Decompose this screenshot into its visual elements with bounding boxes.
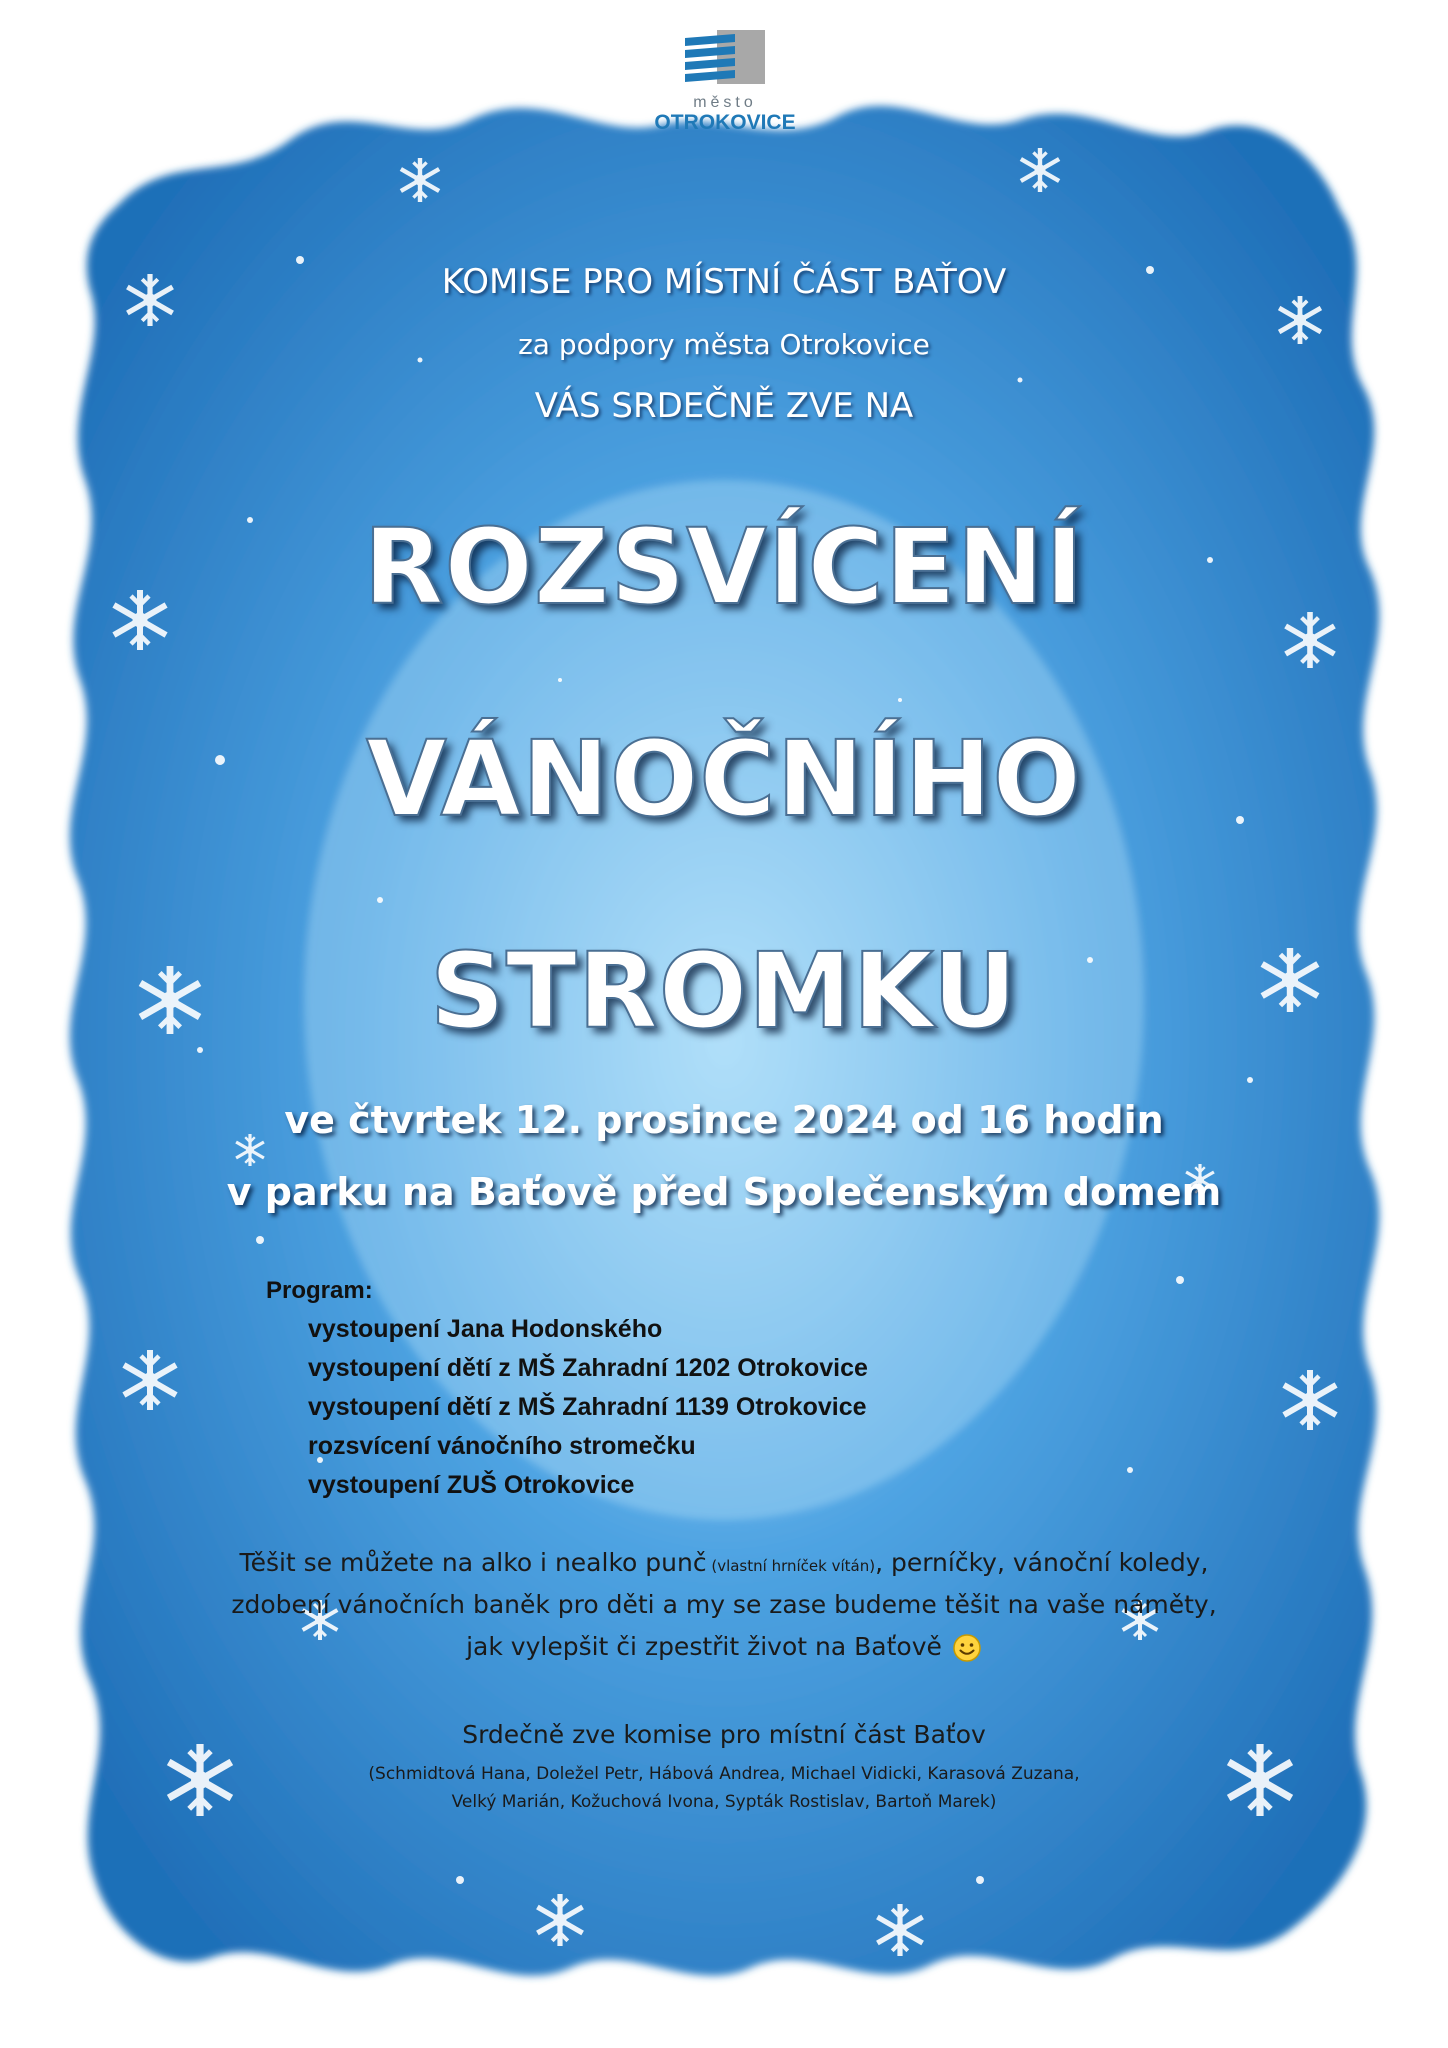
organizer-line: KOMISE PRO MÍSTNÍ ČÁST BAŤOV	[441, 262, 1007, 302]
event-date: ve čtvrtek 12. prosince 2024 od 16 hodin	[284, 1098, 1164, 1142]
event-place: v parku na Baťově před Společenským domem	[226, 1170, 1222, 1214]
info-text: Těšit se můžete na alko i nealko punč	[239, 1548, 707, 1577]
members-line-1: (Schmidtová Hana, Doležel Petr, Hábová Andrea, Michael Vidicki, Karasová Zuzana,	[368, 1764, 1080, 1784]
mug-note: (vlastní hrníček vítán)	[706, 1557, 876, 1575]
info-line-3	[0, 1632, 1448, 1663]
program-item: rozsvícení vánočního stromečku	[308, 1432, 696, 1460]
title-line-1: ROZSVÍCENÍ	[363, 506, 1085, 628]
support-line: za podpory města Otrokovice	[518, 328, 930, 361]
members-line-2: Velký Marián, Kožuchová Ivona, Sypták Rostislav, Bartoň Marek)	[451, 1792, 997, 1812]
program-item: vystoupení dětí z MŠ Zahradní 1202 Otrokovice	[308, 1354, 868, 1382]
program-list	[266, 1272, 868, 1505]
info-text: jak vylepšit či zpestřit život na Baťově	[466, 1632, 942, 1661]
info-line-1	[0, 1548, 1448, 1577]
info-text: , perníčky, vánoční koledy,	[875, 1548, 1209, 1577]
logo-small-text: město	[693, 94, 757, 111]
title-line-2: VÁNOČNÍHO	[366, 718, 1082, 840]
title-line-3: STROMKU	[429, 930, 1019, 1052]
smiley-icon	[952, 1633, 982, 1663]
info-line-2: zdobení vánočních baněk pro děti a my se zase budeme těšit na vaše náměty,	[231, 1590, 1217, 1619]
invitation-line: VÁS SRDEČNĚ ZVE NA	[534, 386, 914, 426]
program-item: vystoupení ZUŠ Otrokovice	[308, 1471, 635, 1499]
program-item: vystoupení dětí z MŠ Zahradní 1139 Otrokovice	[308, 1393, 867, 1421]
program-item: vystoupení Jana Hodonského	[308, 1315, 663, 1343]
invite-signature: Srdečně zve komise pro místní část Baťov	[462, 1720, 986, 1749]
program-heading: Program:	[266, 1277, 373, 1304]
logo-city-name: OTROKOVICE	[654, 111, 796, 134]
